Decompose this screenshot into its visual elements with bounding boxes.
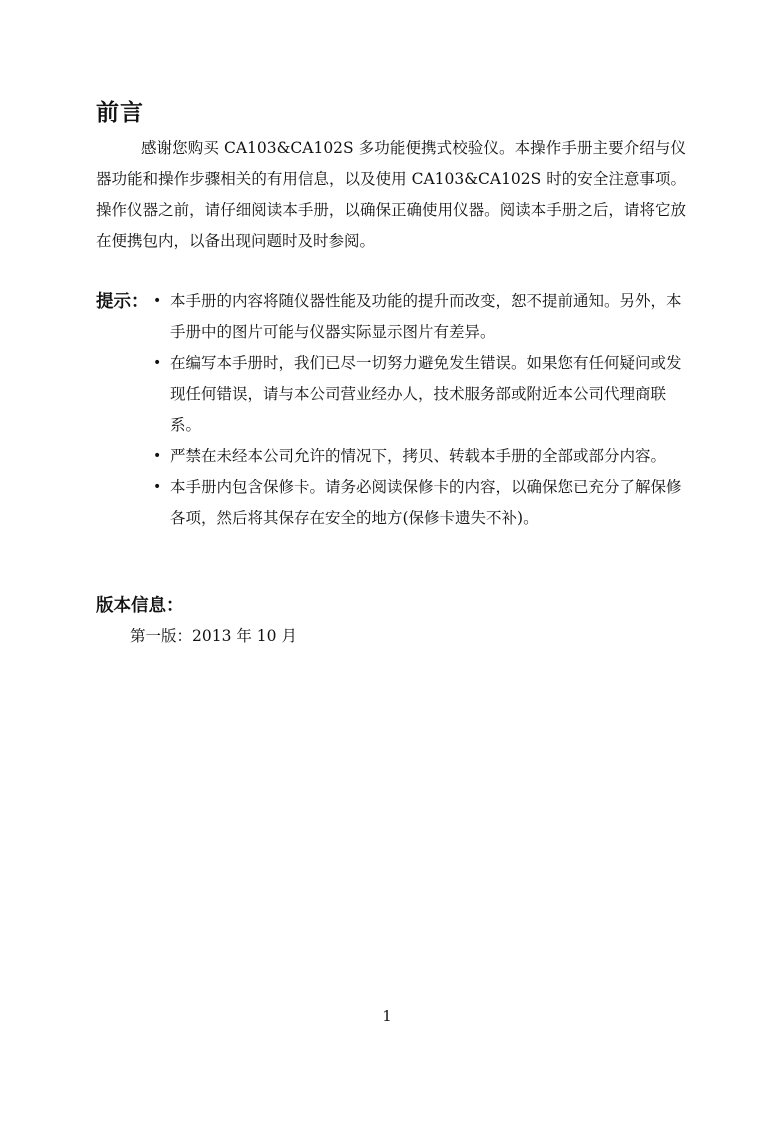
version-info-text: 第一版：2013 年 10 月	[130, 627, 297, 645]
tips-list	[153, 286, 685, 534]
preface-title: 前言	[96, 100, 144, 126]
preface-paragraph: 感谢您购买 CA103&CA102S 多功能便携式校验仪。本操作手册主要介绍与仪器功能和操作步骤相关的有用信息，以及使用 CA103&CA102S 时的安全注意事项。操作仪器之前，请仔细阅读本手册，以确保正确使用仪器。阅读本手册之后，请将它放在便携包内，以备出现问题时及时参阅。	[96, 139, 686, 250]
tip-text: 本手册内包含保修卡。请务必阅读保修卡的内容，以确保您已充分了解保修各项，然后将其保存在安全的地方(保修卡遗失不补)。	[170, 478, 682, 527]
tip-text: 本手册的内容将随仪器性能及功能的提升而改变，恕不提前通知。另外，本手册中的图片可能与仪器实际显示图片有差异。	[170, 292, 682, 341]
bullet-icon: •	[153, 448, 162, 464]
version-info-title: 版本信息：	[96, 596, 184, 616]
tip-item-3	[153, 441, 685, 472]
tip-text: 在编写本手册时，我们已尽一切努力避免发生错误。如果您有任何疑问或发现任何错误，请与本公司营业经办人，技术服务部或附近本公司代理商联系。	[170, 354, 682, 434]
bullet-icon: •	[153, 355, 162, 371]
bullet-icon: •	[153, 479, 162, 495]
tip-item-2	[153, 348, 685, 441]
tip-text: 严禁在未经本公司允许的情况下，拷贝、转载本手册的全部或部分内容。	[170, 447, 667, 465]
page-number: 1	[382, 1007, 392, 1025]
tip-item-4	[153, 472, 685, 534]
bullet-icon: •	[153, 293, 162, 309]
tip-item-1	[153, 286, 685, 348]
tips-label: 提示：	[96, 292, 149, 312]
